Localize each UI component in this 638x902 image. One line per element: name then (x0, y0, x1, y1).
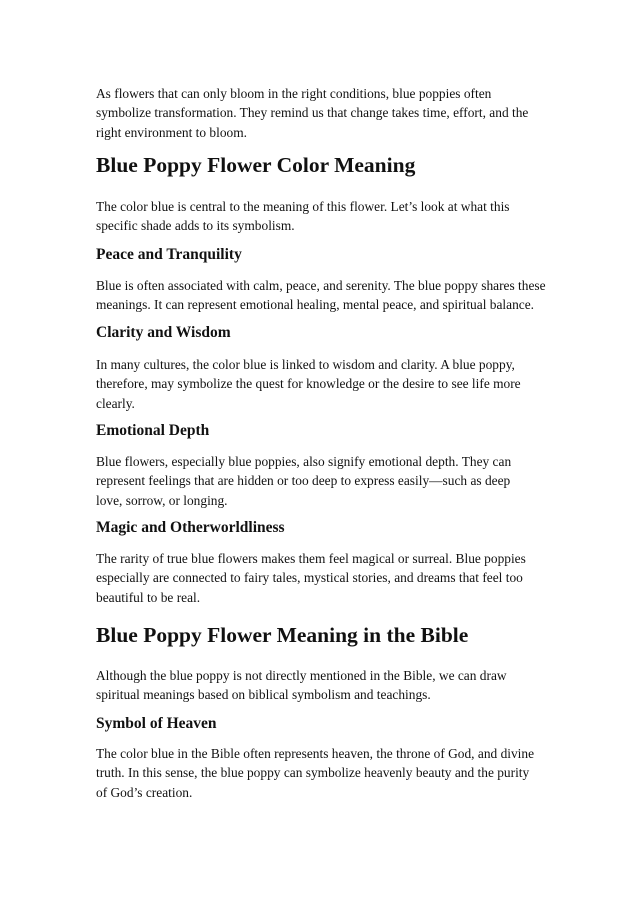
heaven-heading: Symbol of Heaven (96, 715, 217, 732)
bible-meaning-heading: Blue Poppy Flower Meaning in the Bible (96, 623, 469, 647)
heaven-paragraph: The color blue in the Bible often represents heaven, the throne of God, and divine truth. In this sense, the blue poppy can symbolize heavenly beauty and the purity of God’s creation. (96, 746, 535, 800)
clarity-paragraph: In many cultures, the color blue is linked to wisdom and clarity. A blue poppy, therefore, may symbolize the quest for knowledge or the desire to see life more clearly. (96, 357, 521, 411)
peace-heading: Peace and Tranquility (96, 246, 242, 263)
bible-meaning-intro: Although the blue poppy is not directly mentioned in the Bible, we can draw spiritual meanings based on biblical symbolism and teachings. (96, 668, 507, 703)
emotional-depth-paragraph: Blue flowers, especially blue poppies, also signify emotional depth. They can represent feelings that are hidden or too deep to express easily—such as deep love, sorrow, or longing. (96, 454, 512, 508)
clarity-heading: Clarity and Wisdom (96, 324, 231, 341)
intro-paragraph: As flowers that can only bloom in the right conditions, blue poppies often symbolize transformation. They remind us that change takes time, effort, and the right environment to bloom. (96, 86, 529, 140)
magic-heading: Magic and Otherworldliness (96, 519, 285, 536)
color-meaning-intro: The color blue is central to the meaning of this flower. Let’s look at what this specific shade adds to its symbolism. (96, 199, 510, 234)
magic-paragraph: The rarity of true blue flowers makes them feel magical or surreal. Blue poppies especially are connected to fairy tales, mystical stories, and dreams that feel too beautiful to be real. (96, 551, 526, 605)
emotional-depth-heading: Emotional Depth (96, 422, 210, 439)
peace-paragraph: Blue is often associated with calm, peace, and serenity. The blue poppy shares these meanings. It can represent emotional healing, mental peace, and spiritual balance. (96, 278, 546, 313)
color-meaning-heading: Blue Poppy Flower Color Meaning (96, 153, 416, 177)
